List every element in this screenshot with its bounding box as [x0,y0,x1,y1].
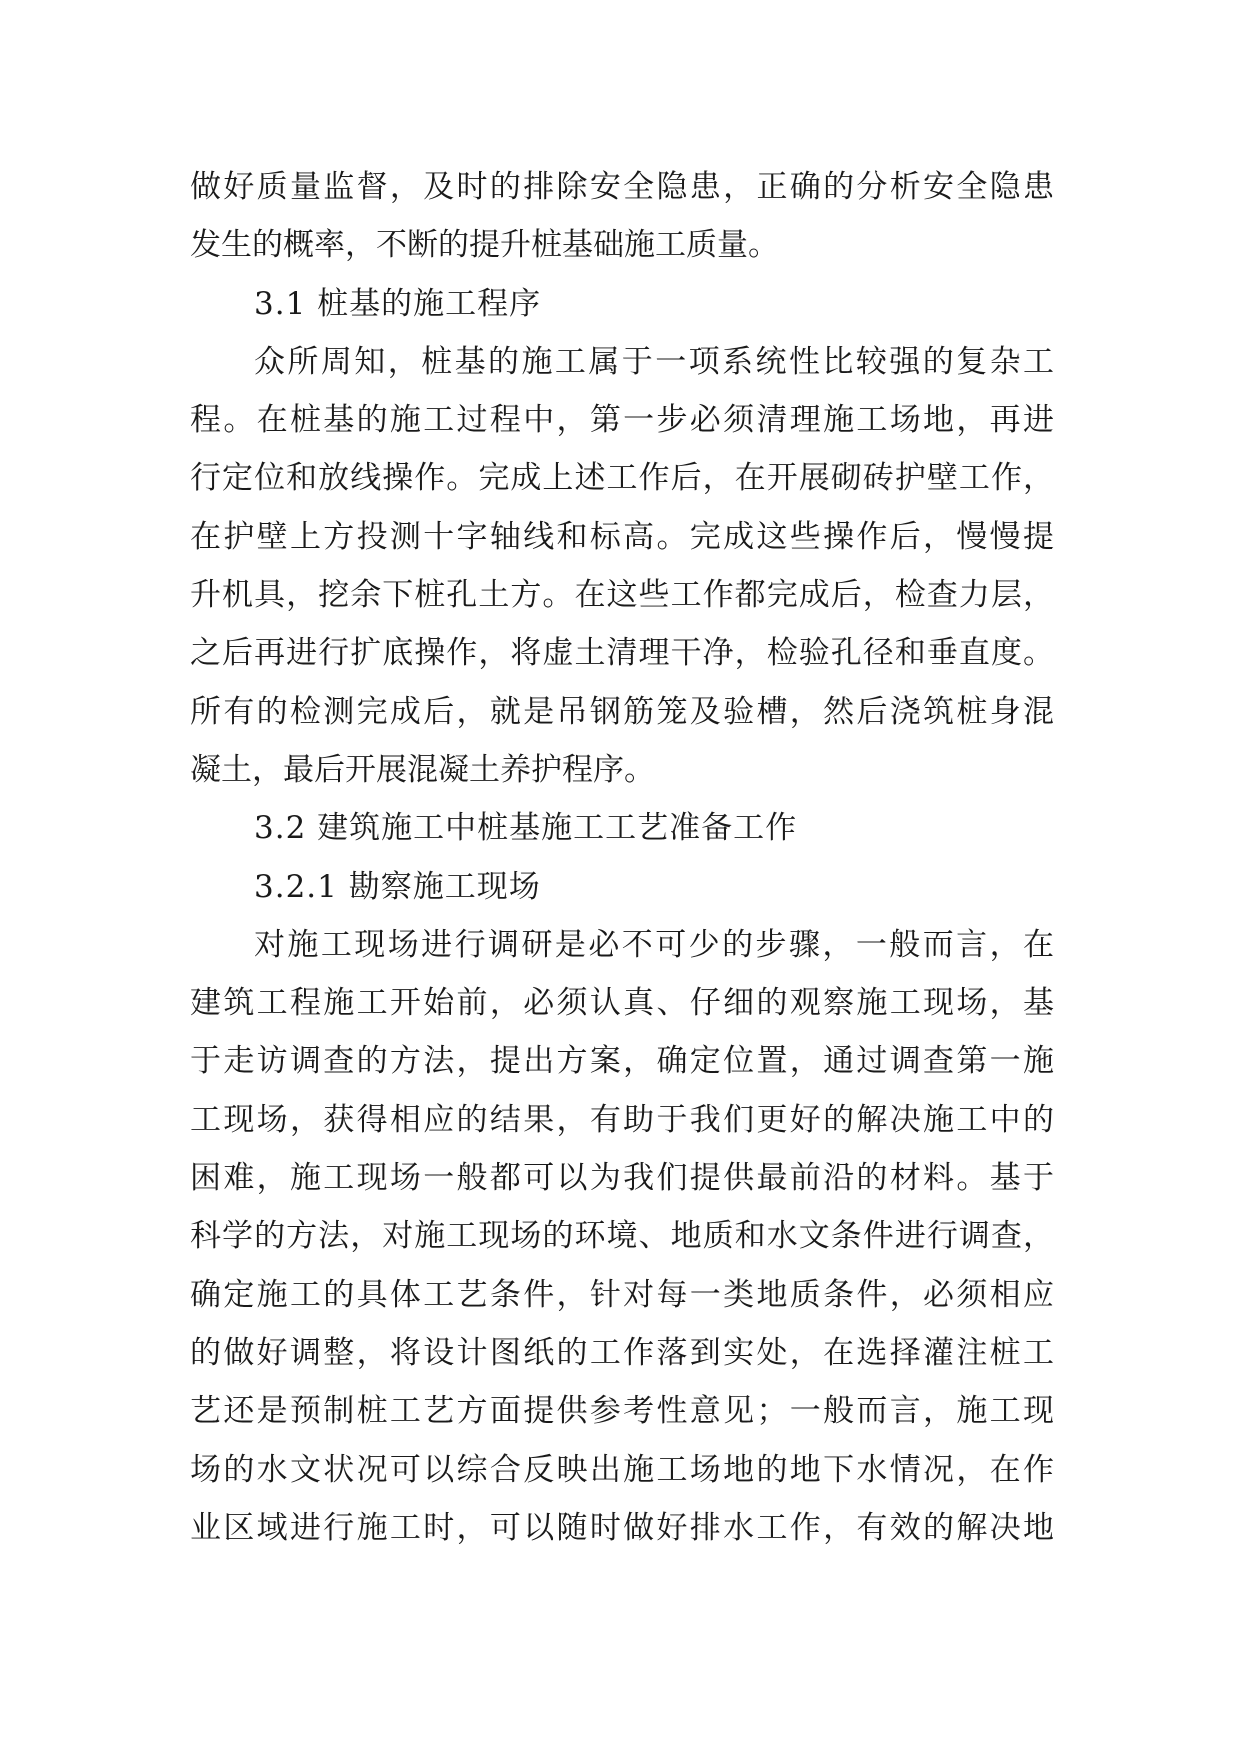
paragraph-line: 凝土，最后开展混凝土养护程序。 [190,751,655,788]
section-heading: 3.1 桩基的施工程序 [254,285,542,322]
paragraph-line: 的做好调整，将设计图纸的工作落到实处，在选择灌注桩工 [190,1334,1054,1371]
paragraph-line: 工现场，获得相应的结果，有助于我们更好的解决施工中的 [190,1101,1054,1138]
paragraph-line: 行定位和放线操作。完成上述工作后，在开展砌砖护壁工作， [190,460,1054,497]
paragraph-line: 所有的检测完成后，就是吊钢筋笼及验槽，然后浇筑桩身混 [190,693,1054,730]
section-heading: 3.2 建筑施工中桩基施工工艺准备工作 [254,810,798,847]
paragraph-line: 业区域进行施工时，可以随时做好排水工作，有效的解决地 [190,1509,1054,1546]
document-body [190,158,1054,1557]
paragraph-line: 在护壁上方投测十字轴线和标高。完成这些操作后，慢慢提 [190,518,1054,555]
paragraph-line: 对施工现场进行调研是必不可少的步骤，一般而言，在 [254,926,1054,963]
paragraph-line: 场的水文状况可以综合反映出施工场地的地下水情况，在作 [190,1451,1054,1488]
paragraph-line: 众所周知，桩基的施工属于一项系统性比较强的复杂工 [254,343,1054,380]
paragraph-line: 程。在桩基的施工过程中，第一步必须清理施工场地，再进 [190,402,1054,439]
paragraph-line: 困难，施工现场一般都可以为我们提供最前沿的材料。基于 [190,1160,1054,1197]
paragraph-line: 之后再进行扩底操作，将虚土清理干净，检验孔径和垂直度。 [190,635,1054,672]
paragraph-line: 科学的方法，对施工现场的环境、地质和水文条件进行调查， [190,1218,1054,1255]
paragraph-line: 建筑工程施工开始前，必须认真、仔细的观察施工现场，基 [190,985,1054,1022]
paragraph-line: 确定施工的具体工艺条件，针对每一类地质条件，必须相应 [190,1276,1054,1313]
paragraph-line: 发生的概率，不断的提升桩基础施工质量。 [190,227,779,264]
paragraph-line: 于走访调查的方法，提出方案，确定位置，通过调查第一施 [190,1043,1054,1080]
paragraph-line: 做好质量监督，及时的排除安全隐患，正确的分析安全隐患 [190,169,1054,205]
subsection-heading: 3.2.1 勘察施工现场 [254,868,541,905]
paragraph-line: 升机具，挖余下桩孔土方。在这些工作都完成后，检查力层， [190,577,1054,614]
paragraph-line: 艺还是预制桩工艺方面提供参考性意见；一般而言，施工现 [190,1393,1054,1430]
